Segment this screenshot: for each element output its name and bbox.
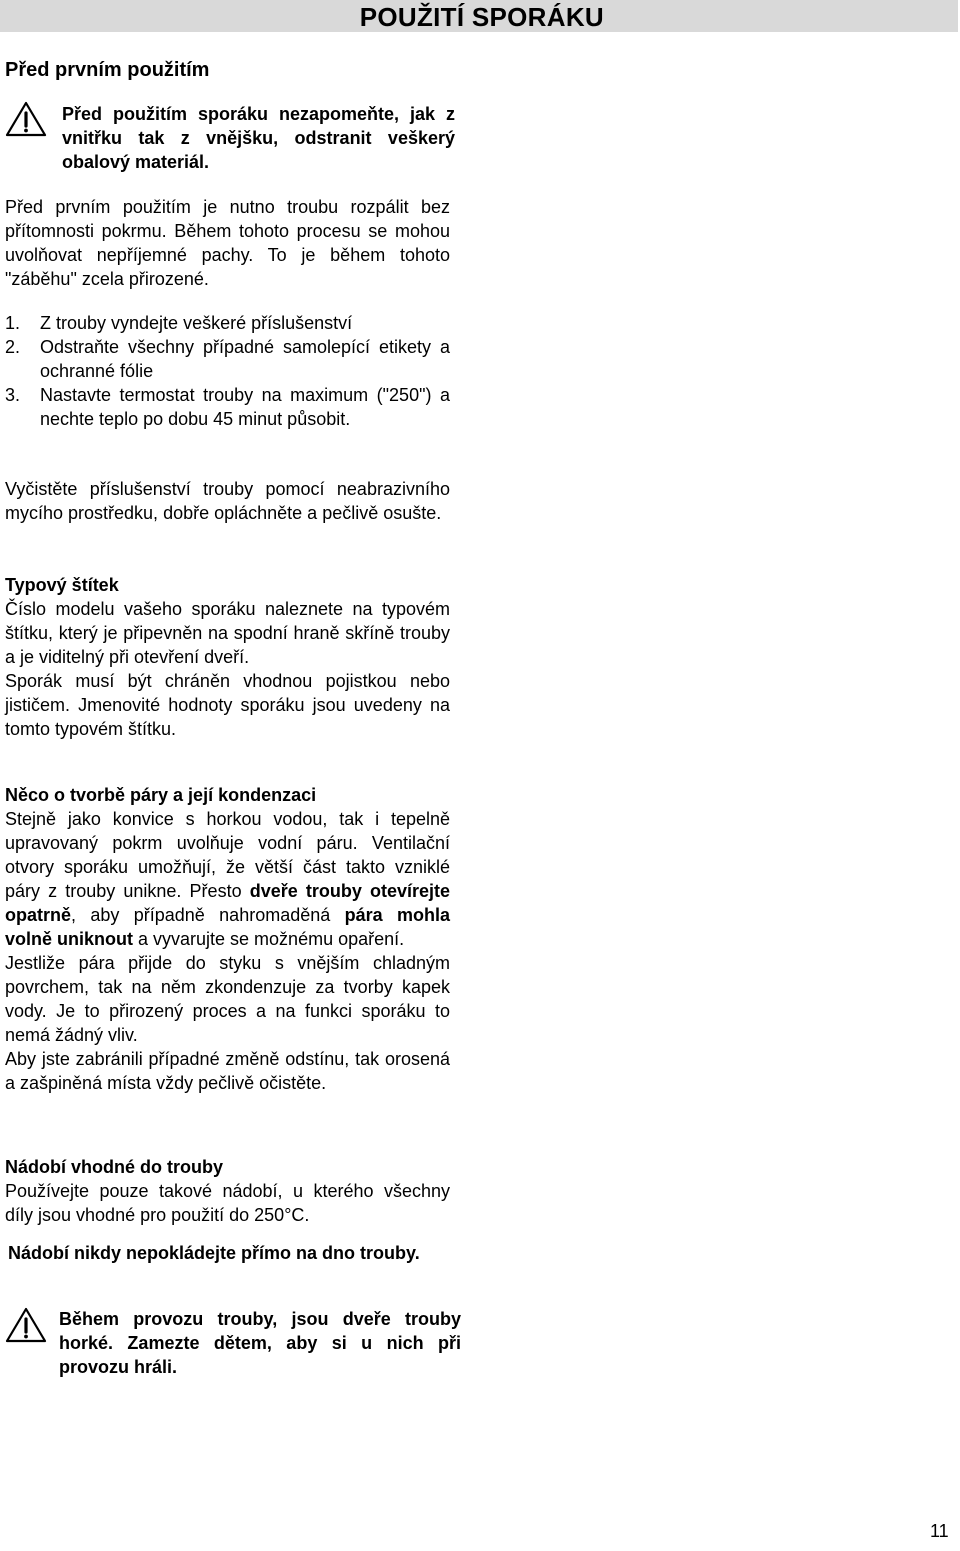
steam-paragraph-1: Stejně jako konvice s horkou vodou, tak i tepelně upravovaný pokrm uvolňuje vodní páru. Ventilační otvory sporáku umožňují, že větší část takto vzniklé páry z trouby unikne. Přesto dveře trouby otevírejte opatrně, aby případně nahromaděná pára mohla volně uniknout a vyvarujte se možnému opaření. [5,809,451,949]
warning-text: Před použitím sporáku nezapomeňte, jak z vnitřku tak z vnějšku, odstranit veškerý obalový materiál. [62,104,455,172]
steam-section [5,783,450,1095]
steam-paragraph-3: Aby jste zabránili případné změně odstínu, tak orosená a zašpiněná místa vždy pečlivě očistěte. [5,1049,450,1093]
warning-triangle-icon [5,1307,47,1343]
steam-paragraph-2: Jestliže pára přijde do styku s vnějším chladným povrchem, tak na něm zkondenzuje za tvorby kapek vody. Je to přirozený proces a na funkci sporáku to nemá žádný vliv. [5,953,450,1045]
warning-triangle-icon [5,101,47,137]
page-header-title: POUŽITÍ SPORÁKU [359,2,604,32]
rating-plate-paragraph-1: Číslo modelu vašeho sporáku naleznete na typovém štítku, který je připevněn na spodní hraně skříně trouby a je viditelný při otevření dveří. [5,599,450,667]
list-item: 3. Nastavte termostat trouby na maximum ("250") a nechte teplo po dobu 45 minut působit. [5,385,450,429]
warning-text: Během provozu trouby, jsou dveře trouby horké. Zamezte dětem, aby si u nich při provozu hráli. [59,1309,461,1377]
rating-plate-paragraph-2: Sporák musí být chráněn vhodnou pojistkou nebo jističem. Jmenovité hodnoty sporáku jsou uvedeny na tomto typovém štítku. [5,671,450,739]
intro-paragraph: Před prvním použitím je nutno troubu rozpálit bez přítomnosti pokrmu. Během tohoto procesu se mohou uvolňovat nepříjemné pachy. To je během tohoto "záběhu" zcela přirozené. [5,197,450,289]
cookware-paragraph: Používejte pouze takové nádobí, u kterého všechny díly jsou vhodné pro použití do 250°C. [5,1181,450,1225]
section-title: Před prvním použitím [5,59,210,81]
list-item: 2. Odstraňte všechny případné samolepící etikety a ochranné fólie [5,337,450,381]
cookware-heading: Nádobí vhodné do trouby [5,1157,223,1177]
steam-heading: Něco o tvorbě páry a její kondenzaci [5,785,317,805]
rating-plate-section [5,573,450,741]
steps-list [5,311,450,431]
cookware-warning-paragraph: Nádobí nikdy nepokládejte přímo na dno trouby. [8,1243,420,1263]
page-number: 11 [930,1521,949,1541]
list-item: 1. Z trouby vyndejte veškeré příslušenství [5,313,353,333]
cleaning-paragraph: Vyčistěte příslušenství trouby pomocí neabrazivního mycího prostředku, dobře opláchněte a pečlivě osušte. [5,479,450,523]
rating-plate-heading: Typový štítek [5,575,119,595]
cookware-section [5,1155,450,1227]
